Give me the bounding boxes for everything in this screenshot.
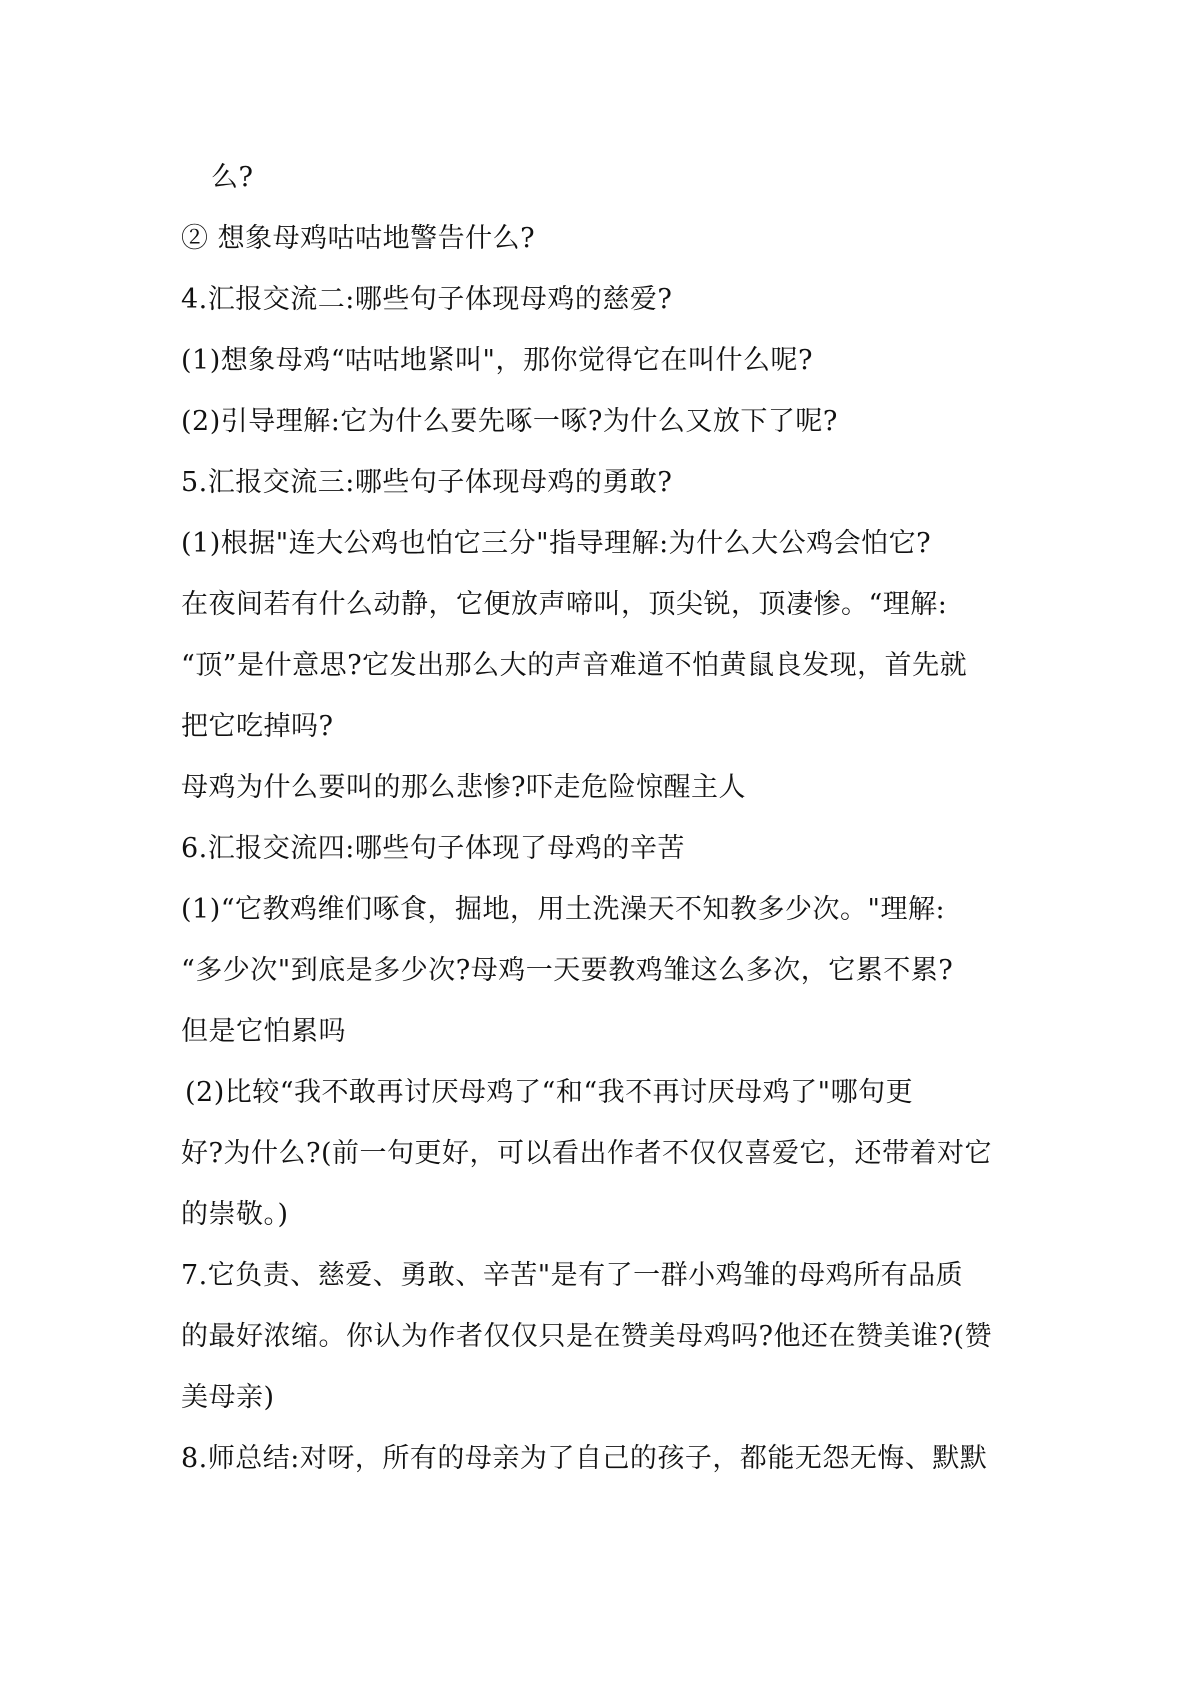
text-line: (2)比较“我不敢再讨厌母鸡了“和“我不再讨厌母鸡了"哪句更 — [185, 1077, 914, 1108]
text-line: (1)“它教鸡维们啄食，掘地，用土洗澡天不知教多少次。"理解: — [181, 894, 946, 925]
text-line: 美母亲) — [181, 1382, 275, 1413]
text-line: 么? — [211, 162, 254, 193]
text-line: ② 想象母鸡咕咕地警告什么? — [181, 223, 536, 254]
text-line: 4.汇报交流二:哪些句子体现母鸡的慈爱? — [181, 284, 673, 315]
text-line: 但是它怕累吗 — [181, 1016, 346, 1047]
text-line: “多少次"到底是多少次?母鸡一天要教鸡雏这么多次，它累不累? — [181, 955, 954, 986]
text-line: 好?为什么?(前一句更好，可以看出作者不仅仅喜爱它，还带着对它 — [181, 1138, 992, 1169]
text-line: 8.师总结:对呀，所有的母亲为了自己的孩子，都能无怨无悔、默默 — [181, 1443, 988, 1474]
text-line: 的崇敬。) — [181, 1199, 289, 1230]
text-line: 母鸡为什么要叫的那么悲惨?吓走危险惊醒主人 — [181, 772, 746, 803]
text-line: 把它吃掉吗? — [181, 711, 334, 742]
text-line: (1)根据"连大公鸡也怕它三分"指导理解:为什么大公鸡会怕它? — [181, 528, 932, 559]
text-line: 6.汇报交流四:哪些句子体现了母鸡的辛苦 — [181, 833, 685, 864]
text-line: (1)想象母鸡“咕咕地紧叫"，那你觉得它在叫什么呢? — [181, 345, 813, 376]
text-line: “顶”是什意思?它发出那么大的声音难道不怕黄鼠良发现，首先就 — [181, 650, 968, 681]
text-line: 的最好浓缩。你认为作者仅仅只是在赞美母鸡吗?他还在赞美谁?(赞 — [181, 1321, 992, 1352]
text-line: (2)引导理解:它为什么要先啄一啄?为什么又放下了呢? — [181, 406, 838, 437]
text-line: 在夜间若有什么动静，它便放声啼叫，顶尖锐，顶凄惨。“理解: — [181, 589, 948, 620]
text-line: 5.汇报交流三:哪些句子体现母鸡的勇敢? — [181, 467, 673, 498]
text-line: 7.它负责、慈爱、勇敢、辛苦"是有了一群小鸡雏的母鸡所有品质 — [181, 1260, 964, 1291]
